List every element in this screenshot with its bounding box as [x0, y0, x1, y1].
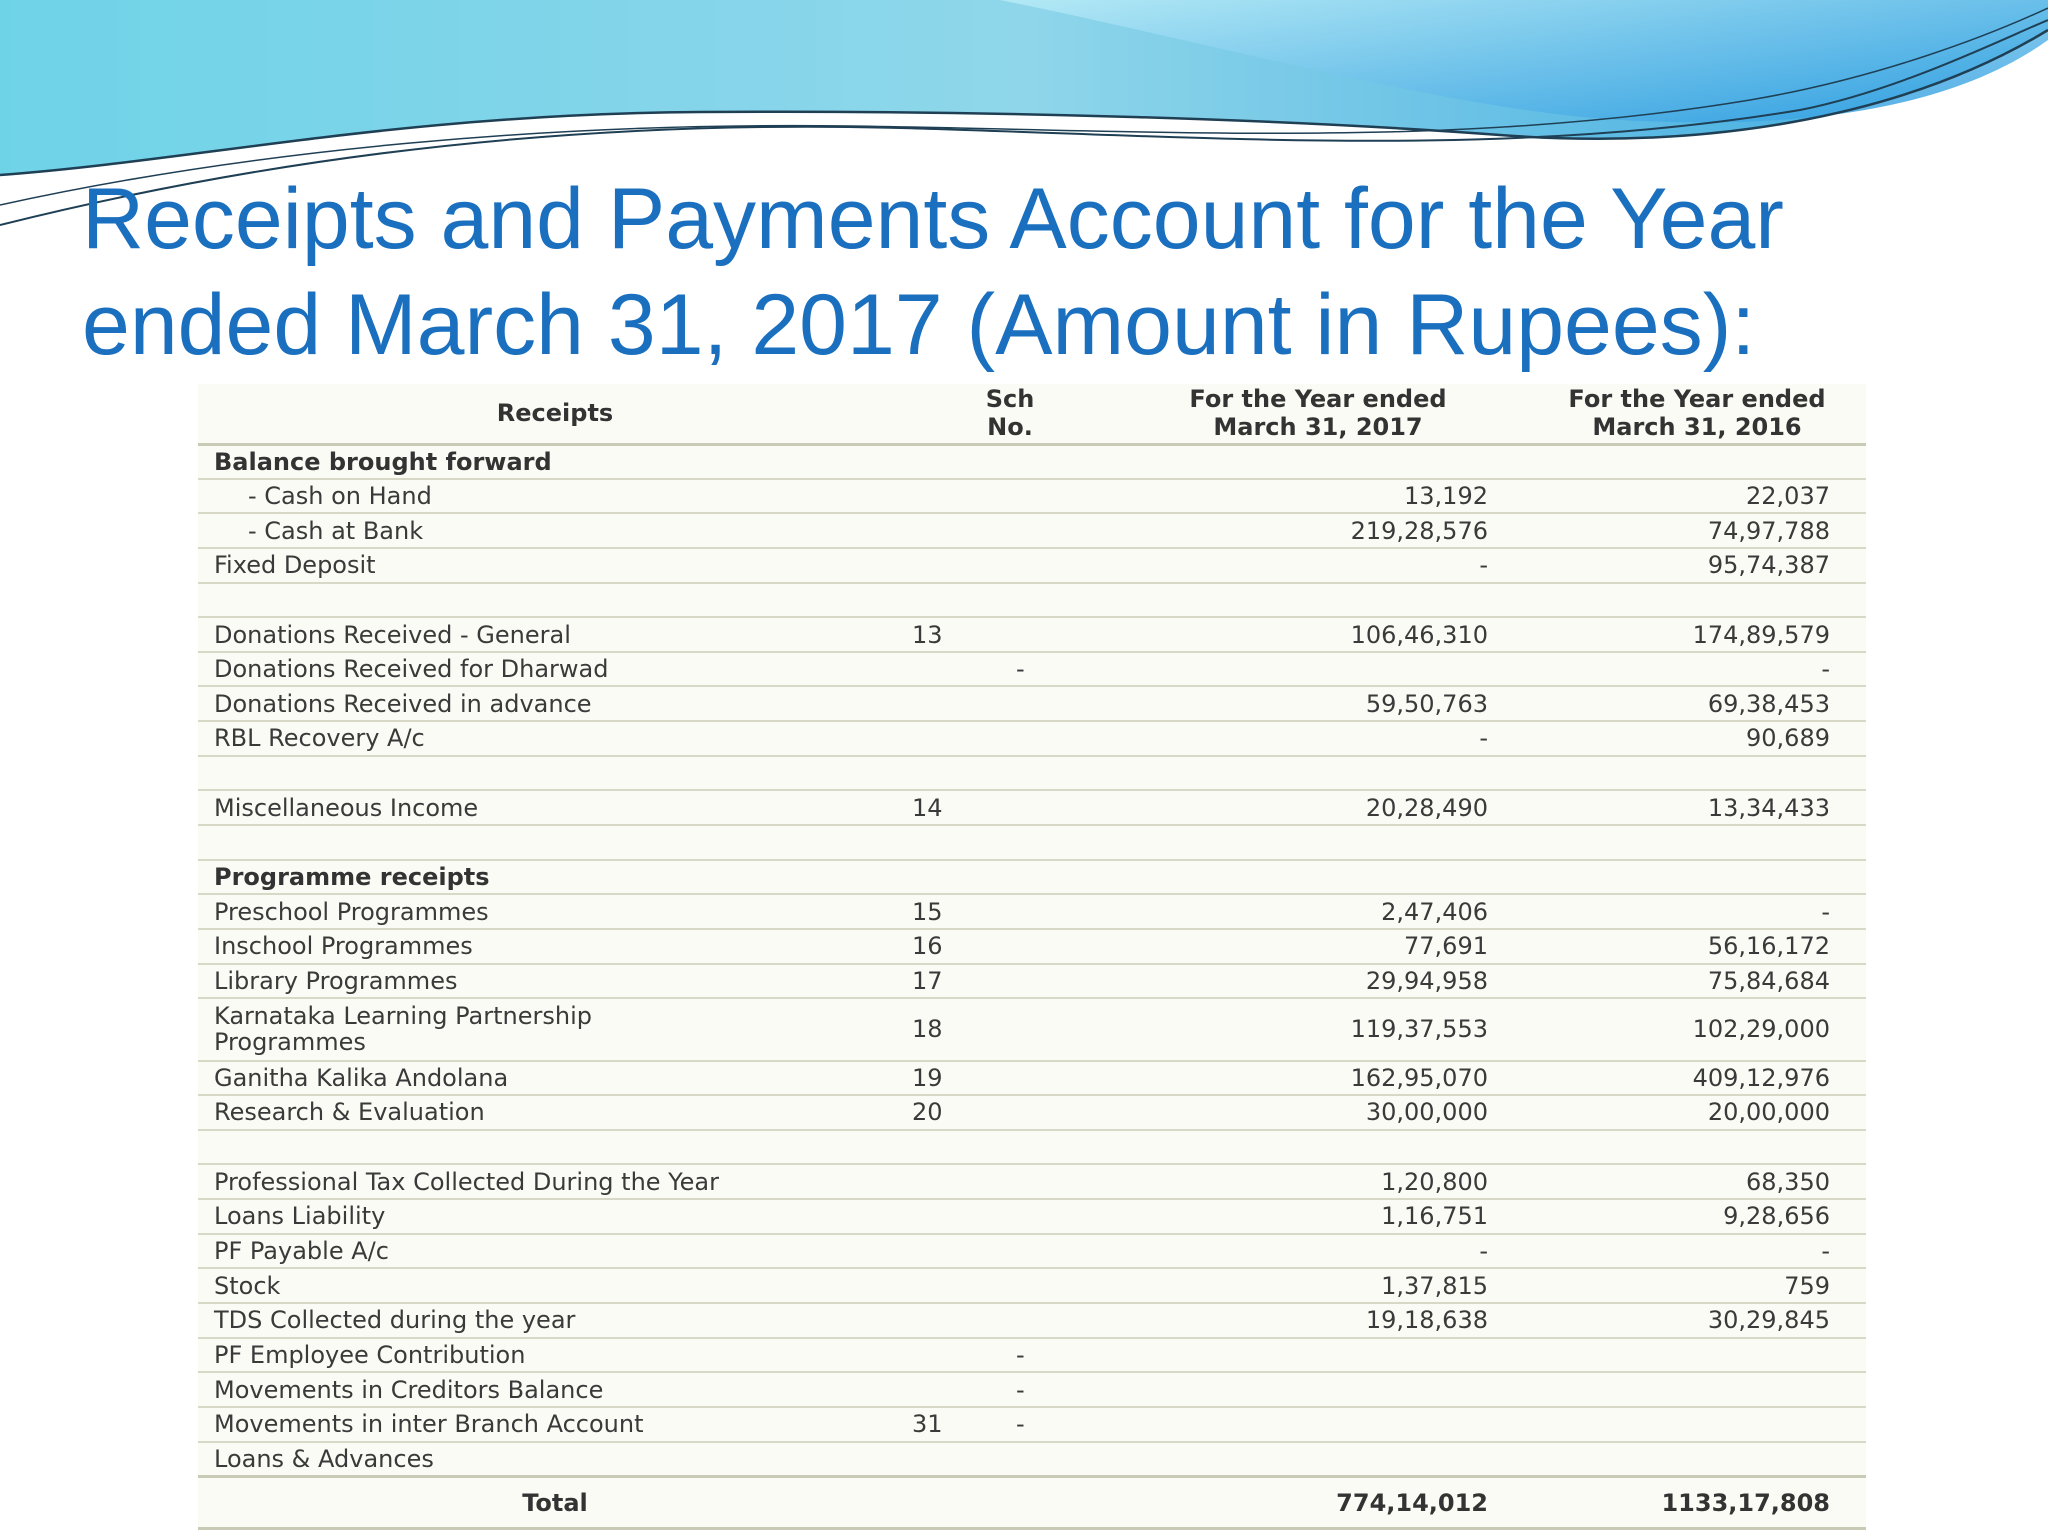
row-amount-2016 [1528, 756, 1866, 791]
row-label-text: Stock [214, 1271, 281, 1300]
row-amount-2017 [1108, 583, 1528, 618]
row-amount-2017: - [1108, 721, 1528, 756]
row-amount-2017: 77,691 [1108, 929, 1528, 964]
row-label-text: Loans Liability [214, 1202, 386, 1231]
table-row [198, 617, 1866, 652]
table-row [198, 1164, 1866, 1199]
row-label-text: - Cash on Hand [248, 481, 432, 510]
table-row [198, 825, 1866, 860]
receipts-table-image [198, 384, 1866, 1530]
row-amount-2017 [1108, 1407, 1528, 1442]
row-sch-no [912, 964, 1108, 999]
total-2017: 774,14,012 [1108, 1477, 1528, 1529]
row-amount-2016: - [1528, 1234, 1866, 1269]
row-amount-2016: 75,84,684 [1528, 964, 1866, 999]
table-row [198, 686, 1866, 721]
row-amount-2017 [1108, 652, 1528, 687]
row-label [198, 1407, 912, 1442]
row-sch-value: 13 [912, 620, 943, 649]
row-amount-2016: 22,037 [1528, 479, 1866, 514]
row-sch-no [912, 721, 1108, 756]
table-row [198, 860, 1866, 895]
table-row [198, 652, 1866, 687]
row-sch-no [912, 1234, 1108, 1269]
row-label-text: Miscellaneous Income [214, 793, 479, 822]
row-amount-2017 [1108, 1372, 1528, 1407]
row-amount-2017 [1108, 444, 1528, 479]
py-header-line-2: March 31, 2016 [1592, 413, 1802, 442]
row-amount-2017 [1108, 1442, 1528, 1477]
row-label-text: PF Employee Contribution [214, 1340, 526, 1369]
py-header-line-1: For the Year ended [1568, 385, 1826, 414]
row-label [198, 444, 912, 479]
row-label [198, 1372, 912, 1407]
row-label-text: Library Programmes [214, 966, 458, 995]
sch-no-header [912, 384, 1108, 444]
row-sch-value: 18 [912, 1015, 943, 1044]
table-row [198, 548, 1866, 583]
row-sch-no [912, 583, 1108, 618]
row-sch-no [912, 479, 1108, 514]
row-sch-no [912, 998, 1108, 1060]
row-amount-2016: 9,28,656 [1528, 1199, 1866, 1234]
row-amount-2017: 19,18,638 [1108, 1303, 1528, 1338]
slide-title-line-2: ended March 31, 2017 (Amount in Rupees): [82, 277, 1756, 373]
sch-header-line-1: Sch [985, 385, 1035, 414]
row-label [198, 583, 912, 618]
row-amount-2016: 30,29,845 [1528, 1303, 1866, 1338]
row-label-text: Professional Tax Collected During the Year [214, 1167, 719, 1196]
row-label [198, 1130, 912, 1165]
row-label [198, 617, 912, 652]
row-sch-no [912, 686, 1108, 721]
row-sch-no [912, 1407, 1108, 1442]
table-row [198, 721, 1866, 756]
row-amount-2016: 95,74,387 [1528, 548, 1866, 583]
row-amount-2017: 59,50,763 [1108, 686, 1528, 721]
row-sch-no [912, 1372, 1108, 1407]
row-amount-2017: - [1108, 1234, 1528, 1269]
row-label [198, 894, 912, 929]
row-label [198, 1061, 912, 1096]
row-amount-2017: 162,95,070 [1108, 1061, 1528, 1096]
row-label [198, 929, 912, 964]
cy-header-line-2: March 31, 2017 [1213, 413, 1423, 442]
row-amount-2017: 13,192 [1108, 479, 1528, 514]
row-amount-2017 [1108, 1338, 1528, 1373]
row-label [198, 964, 912, 999]
row-sch-no [912, 617, 1108, 652]
row-label [198, 1095, 912, 1130]
row-amount-2016: 69,38,453 [1528, 686, 1866, 721]
row-sch-no [912, 1130, 1108, 1165]
total-label: Total [198, 1477, 912, 1529]
row-amount-2017: - [1108, 548, 1528, 583]
receipts-table [198, 384, 1866, 1530]
table-row [198, 1338, 1866, 1373]
row-amount-2016: 90,689 [1528, 721, 1866, 756]
row-amount-2016: 759 [1528, 1268, 1866, 1303]
row-sch-no [912, 756, 1108, 791]
row-label-text-line-2: Programmes [214, 1028, 366, 1057]
row-label [198, 513, 912, 548]
receipts-header: Receipts [198, 384, 912, 444]
row-sch-no [912, 652, 1108, 687]
row-sch-no [912, 548, 1108, 583]
row-amount-2017: 1,16,751 [1108, 1199, 1528, 1234]
row-label [198, 860, 912, 895]
row-sch-value: 31 [912, 1410, 943, 1439]
row-amount-2016 [1528, 583, 1866, 618]
sch-header-line-2: No. [987, 413, 1033, 442]
row-amount-2016 [1528, 860, 1866, 895]
row-amount-2016 [1528, 1372, 1866, 1407]
row-sch-no [912, 1268, 1108, 1303]
year-2017-header [1108, 384, 1528, 444]
row-sch-value: 17 [912, 966, 943, 995]
row-sch-value: 20 [912, 1098, 943, 1127]
table-row [198, 1095, 1866, 1130]
table-row [198, 1061, 1866, 1096]
row-sch-no [912, 825, 1108, 860]
row-sch-no [912, 1303, 1108, 1338]
row-amount-2016: 409,12,976 [1528, 1061, 1866, 1096]
slide-title-line-1: Receipts and Payments Account for the Year [82, 171, 1784, 267]
row-sch-dash: - [1016, 1410, 1025, 1439]
table-row [198, 1130, 1866, 1165]
row-sch-dash: - [1016, 1375, 1025, 1404]
row-amount-2017: 219,28,576 [1108, 513, 1528, 548]
table-header-row [198, 384, 1866, 444]
row-amount-2017: 30,00,000 [1108, 1095, 1528, 1130]
table-row [198, 894, 1866, 929]
row-label [198, 825, 912, 860]
table-row [198, 998, 1866, 1060]
row-label [198, 1268, 912, 1303]
row-label-text: - Cash at Bank [248, 516, 424, 545]
table-row [198, 1234, 1866, 1269]
slide-title [82, 166, 2002, 378]
row-sch-no [912, 444, 1108, 479]
row-amount-2017: 106,46,310 [1108, 617, 1528, 652]
row-label [198, 652, 912, 687]
row-label [198, 1338, 912, 1373]
row-label [198, 686, 912, 721]
row-amount-2017: 20,28,490 [1108, 790, 1528, 825]
row-amount-2016 [1528, 1338, 1866, 1373]
total-2016: 1133,17,808 [1528, 1477, 1866, 1529]
row-label-text: TDS Collected during the year [214, 1306, 576, 1335]
row-amount-2017 [1108, 756, 1528, 791]
row-label [198, 790, 912, 825]
row-amount-2017: 1,37,815 [1108, 1268, 1528, 1303]
row-sch-dash: - [1016, 1340, 1025, 1369]
row-amount-2017: 119,37,553 [1108, 998, 1528, 1060]
row-amount-2017: 29,94,958 [1108, 964, 1528, 999]
row-label [198, 721, 912, 756]
row-label-text: Donations Received - General [214, 620, 571, 649]
row-label [198, 1442, 912, 1477]
row-sch-no [912, 1061, 1108, 1096]
row-label-text: Preschool Programmes [214, 897, 489, 926]
table-row [198, 1199, 1866, 1234]
row-sch-value: 15 [912, 897, 943, 926]
row-label [198, 1199, 912, 1234]
table-row [198, 1303, 1866, 1338]
row-label-text: Programme receipts [214, 863, 490, 891]
row-label-text: Fixed Deposit [214, 551, 376, 580]
row-sch-value: 19 [912, 1063, 943, 1092]
row-sch-no [912, 1164, 1108, 1199]
table-row [198, 929, 1866, 964]
cy-header-line-1: For the Year ended [1189, 385, 1447, 414]
row-amount-2016 [1528, 1442, 1866, 1477]
row-sch-dash: - [1016, 655, 1025, 684]
row-label [198, 998, 912, 1060]
row-amount-2017 [1108, 860, 1528, 895]
row-sch-no [912, 894, 1108, 929]
row-label-text: Karnataka Learning Partnership [214, 1002, 592, 1031]
table-row [198, 1407, 1866, 1442]
row-label-text: Donations Received in advance [214, 689, 592, 718]
row-sch-no [912, 1095, 1108, 1130]
row-label [198, 1164, 912, 1199]
row-amount-2016: 174,89,579 [1528, 617, 1866, 652]
row-amount-2017: 1,20,800 [1108, 1164, 1528, 1199]
row-amount-2016: 74,97,788 [1528, 513, 1866, 548]
row-sch-no [912, 1338, 1108, 1373]
row-sch-no [912, 513, 1108, 548]
row-sch-no [912, 929, 1108, 964]
table-row [198, 479, 1866, 514]
row-amount-2016: - [1528, 652, 1866, 687]
table-row [198, 583, 1866, 618]
row-amount-2016: 56,16,172 [1528, 929, 1866, 964]
table-row [198, 756, 1866, 791]
row-sch-value: 16 [912, 932, 943, 961]
row-label-text: Inschool Programmes [214, 932, 473, 961]
row-label-text: Movements in Creditors Balance [214, 1375, 604, 1404]
row-label [198, 1234, 912, 1269]
row-label [198, 548, 912, 583]
table-row [198, 1442, 1866, 1477]
row-amount-2016: 13,34,433 [1528, 790, 1866, 825]
row-amount-2017: 2,47,406 [1108, 894, 1528, 929]
row-sch-no [912, 860, 1108, 895]
row-sch-no [912, 1199, 1108, 1234]
total-row [198, 1477, 1866, 1529]
row-label-text: Balance brought forward [214, 447, 552, 476]
row-label-text: Ganitha Kalika Andolana [214, 1063, 509, 1092]
table-row [198, 790, 1866, 825]
row-label-text: Research & Evaluation [214, 1098, 485, 1127]
row-sch-value: 14 [912, 793, 943, 822]
row-amount-2016 [1528, 825, 1866, 860]
table-row [198, 964, 1866, 999]
row-label [198, 479, 912, 514]
row-label-text: Donations Received for Dharwad [214, 655, 609, 684]
row-amount-2017 [1108, 1130, 1528, 1165]
row-amount-2016 [1528, 1130, 1866, 1165]
year-2016-header [1528, 384, 1866, 444]
row-amount-2016 [1528, 444, 1866, 479]
row-sch-no [912, 1442, 1108, 1477]
table-row [198, 1372, 1866, 1407]
total-sch-cell [912, 1477, 1108, 1529]
row-amount-2016: 20,00,000 [1528, 1095, 1866, 1130]
row-sch-no [912, 790, 1108, 825]
table-body [198, 444, 1866, 1477]
row-amount-2016: 102,29,000 [1528, 998, 1866, 1060]
row-amount-2016 [1528, 1407, 1866, 1442]
row-label-text: PF Payable A/c [214, 1237, 389, 1266]
row-label-text: RBL Recovery A/c [214, 724, 425, 753]
row-label-text: Loans & Advances [214, 1444, 434, 1473]
row-label-text: Movements in inter Branch Account [214, 1410, 644, 1439]
table-row [198, 513, 1866, 548]
row-amount-2016: 68,350 [1528, 1164, 1866, 1199]
table-row [198, 444, 1866, 479]
table-row [198, 1268, 1866, 1303]
row-label [198, 756, 912, 791]
row-label [198, 1303, 912, 1338]
row-amount-2017 [1108, 825, 1528, 860]
row-amount-2016: - [1528, 894, 1866, 929]
